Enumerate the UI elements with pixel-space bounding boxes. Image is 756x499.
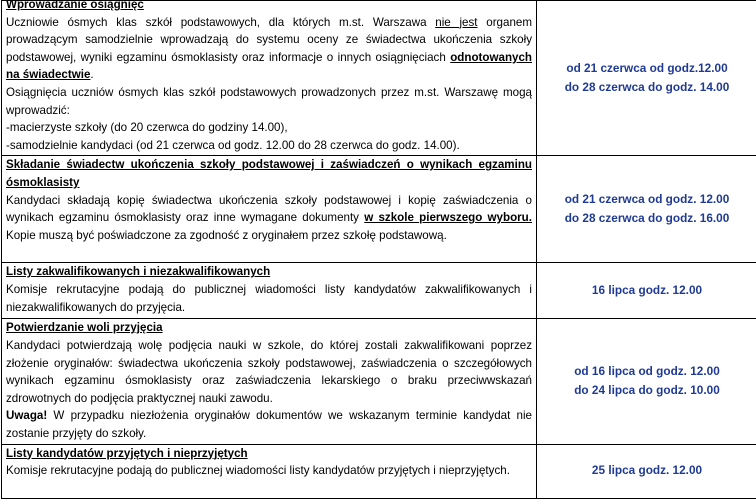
date-line: od 21 czerwca od godz. 12.00 (541, 190, 753, 209)
row-date (537, 1, 756, 156)
row-description (2, 156, 537, 263)
text-span: Kandydaci składają kopię świadectwa ukończenia szkoły podstawowej i kopię zaświadczenia o wynikach egzaminu ósmoklasisty oraz inne wymagane dokumenty (6, 194, 532, 225)
warning-label: Uwaga! (6, 409, 47, 422)
row-title: Potwierdzanie woli przyjęcia (6, 319, 532, 337)
recruitment-schedule-table (1, 0, 756, 499)
table-row (2, 444, 756, 498)
date-line: od 16 lipca od godz. 12.00 (541, 362, 753, 381)
row-paragraph: Kandydaci potwierdzają wolę podjęcia nauki w szkole, do której zostali zakwalifikowani poprzez złożenie oryginałów: świadectwa ukończenia szkoły podstawowej, zaświadczenia o szczegółowych wynikach egzaminu ósmoklasisty oraz zaświadczenia lekarskiego o braku przeciwwskazań zdrowotnych do podjęcia praktycznej nauki zawodu. (6, 337, 532, 407)
row-description (2, 1, 537, 156)
table-row (2, 156, 756, 263)
date-line: do 28 czerwca do godz. 14.00 (541, 78, 753, 97)
row-date (537, 319, 756, 444)
table-row (2, 319, 756, 444)
row-title: Składanie świadectw ukończenia szkoły podstawowej i zaświadczeń o wynikach egzaminu ósmoklasisty (6, 156, 532, 191)
row-paragraph (6, 14, 532, 84)
table-row (2, 263, 756, 319)
row-date (537, 263, 756, 319)
text-span: organem prowadzącym samodzielnie wprowadzają do systemu oceny ze świadectwa ukończenia szkoły podstawowej, wyniki egzaminu ósmoklasisty oraz informacje o innych osiągnięciach (6, 16, 532, 64)
emphasized-text: w szkole pierwszego wyboru. (364, 211, 532, 224)
row-paragraph: Komisje rekrutacyjne podają do publicznej wiadomości listy kandydatów zakwalifikowanych i niezakwalifikowanych do przyjęcia. (6, 281, 532, 316)
list-item: -samodzielnie kandydaci (od 21 czerwca od godz. 12.00 do 28 czerwca do godz. 14.00). (6, 137, 532, 155)
list-item: -macierzyste szkoły (do 20 czerwca do godziny 14.00), (6, 119, 532, 137)
underlined-text: nie jest (435, 16, 477, 29)
row-title: Listy zakwalifikowanych i niezakwalifikowanych (6, 263, 532, 281)
text-span: Uczniowie ósmych klas szkół podstawowych, dla których m.st. Warszawa (6, 16, 435, 29)
row-paragraph: Osiągnięcia uczniów ósmych klas szkół podstawowych prowadzonych przez m.st. Warszawę mogą wprowadzić: (6, 84, 532, 119)
date-line: 25 lipca godz. 12.00 (541, 461, 753, 480)
table-row (2, 1, 756, 156)
text-span: Kopie muszą być poświadczone za zgodność z oryginałem przez szkołę podstawową. (6, 229, 447, 242)
date-line: 16 lipca godz. 12.00 (541, 281, 753, 300)
date-line: od 21 czerwca od godz.12.00 (541, 59, 753, 78)
row-description (2, 319, 537, 444)
row-date (537, 444, 756, 498)
row-title: Listy kandydatów przyjętych i nieprzyjętych (6, 445, 532, 463)
row-paragraph (6, 192, 532, 245)
text-span: . (90, 68, 93, 81)
warning-paragraph (6, 407, 532, 442)
row-date (537, 156, 756, 263)
row-title: Wprowadzanie osiągnięć (6, 0, 532, 14)
row-paragraph: Komisje rekrutacyjne podają do publicznej wiadomości listy kandydatów przyjętych i nieprzyjętych. (6, 462, 532, 480)
date-line: do 24 lipca do godz. 10.00 (541, 381, 753, 400)
text-span: W przypadku niezłożenia oryginałów dokumentów we wskazanym terminie kandydat nie zostanie przyjęty do szkoły. (6, 409, 532, 440)
emphasized-text: odnotowanych na świadectwie (6, 51, 532, 82)
row-description (2, 444, 537, 498)
date-line: do 28 czerwca do godz. 16.00 (541, 209, 753, 228)
row-description (2, 263, 537, 319)
